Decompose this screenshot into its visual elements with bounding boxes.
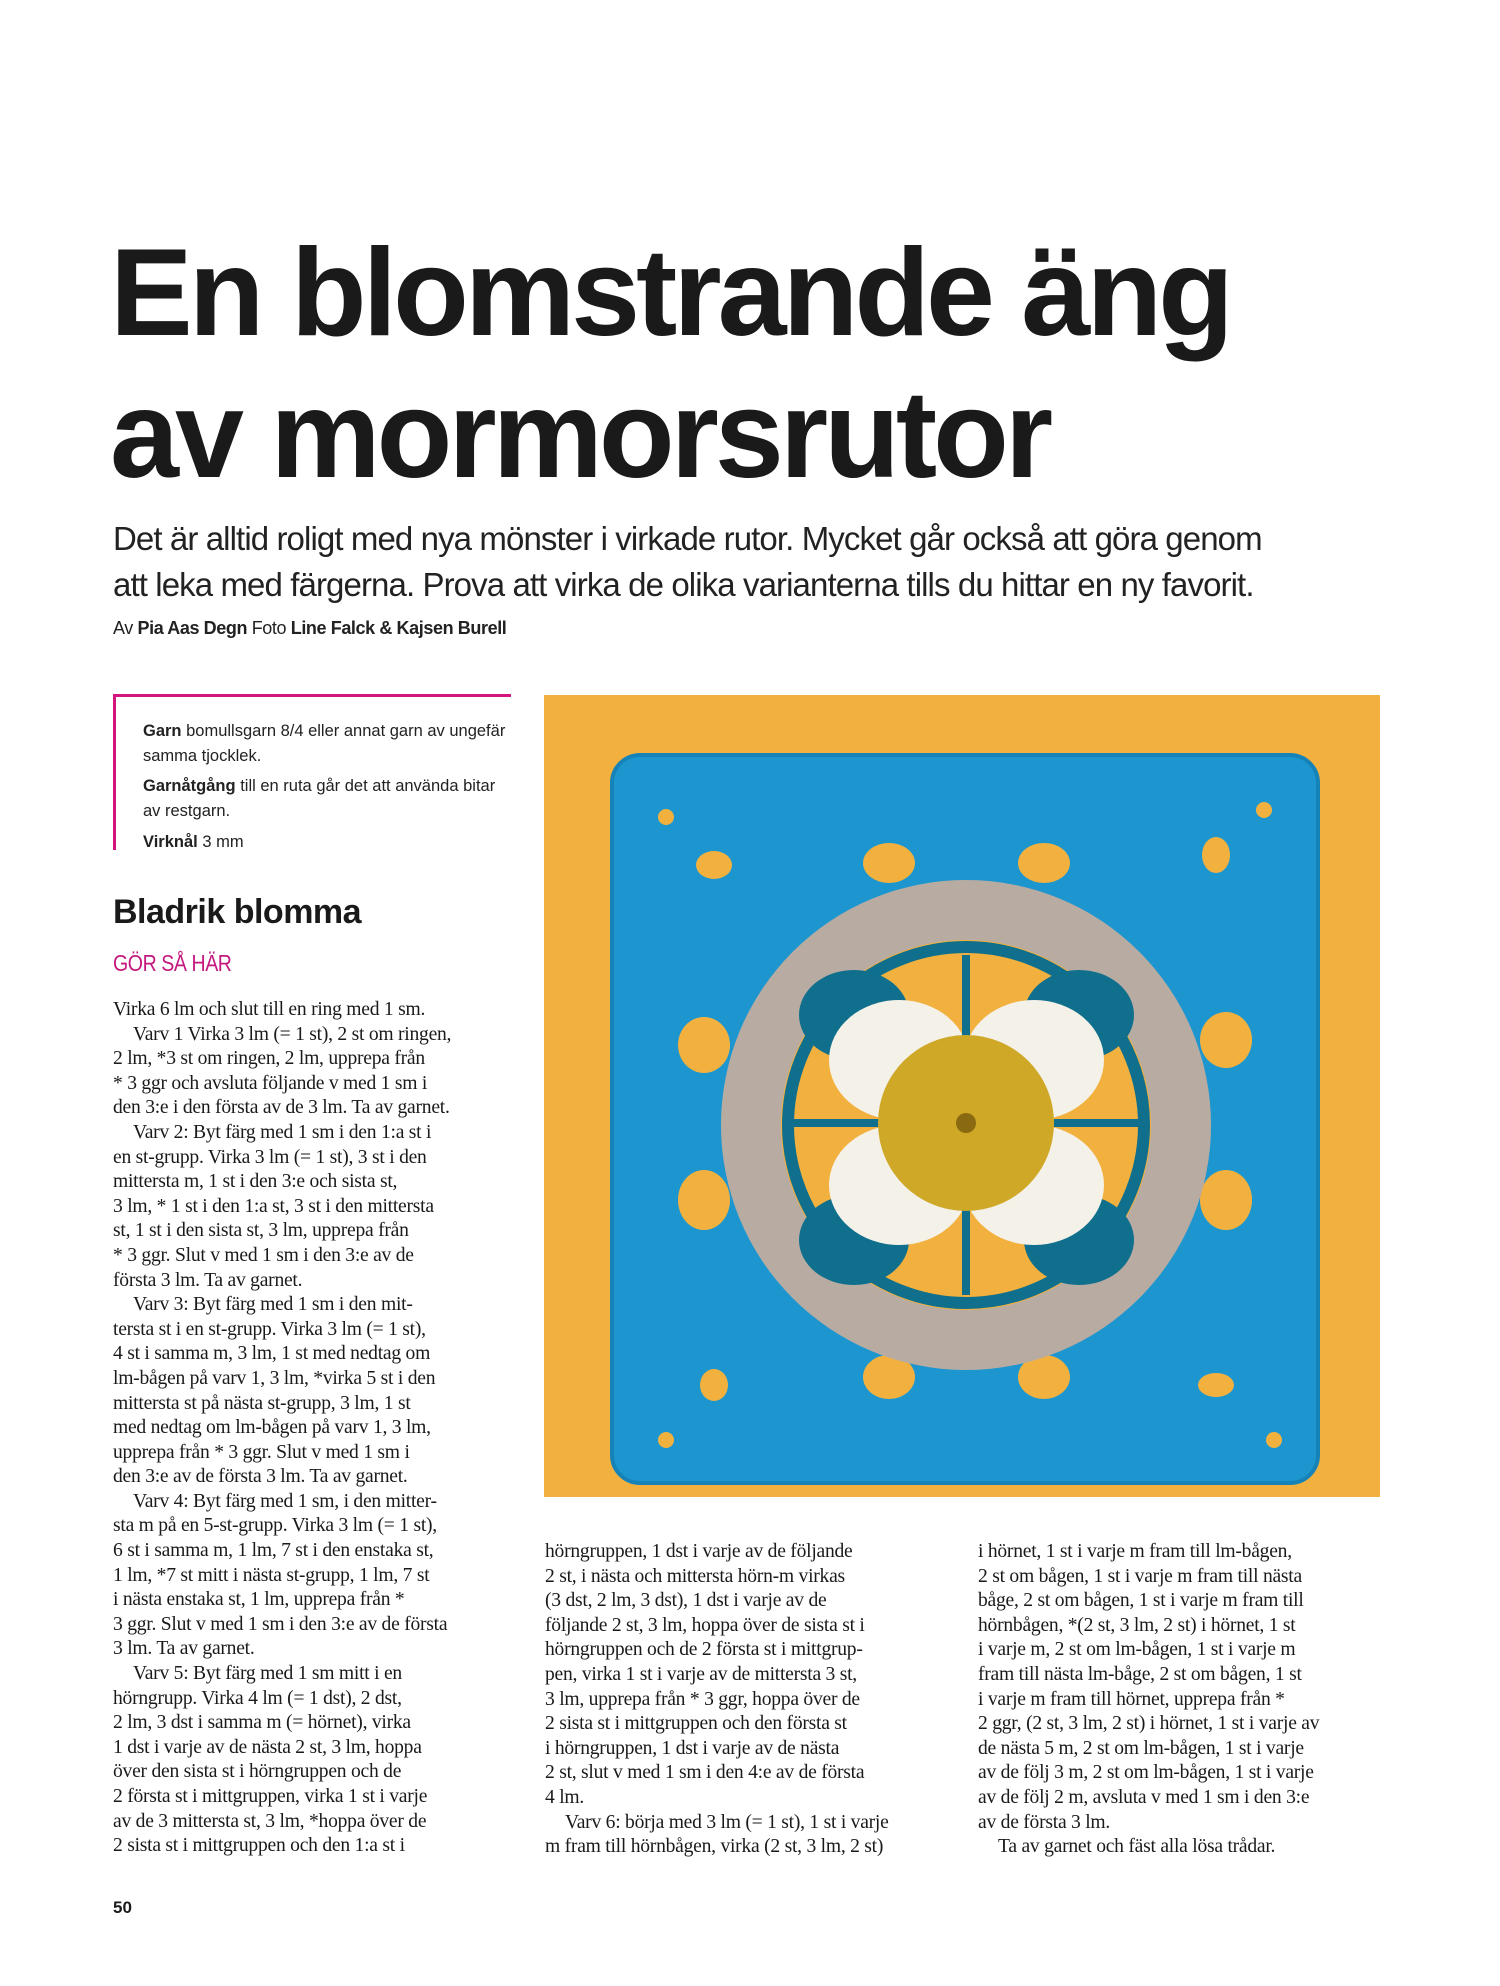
pattern-text-line: hörnbågen, *(2 st, 3 lm, 2 st) i hörnet, 1 st (978, 1614, 1296, 1636)
pattern-text-line: m fram till hörnbågen, virka (2 st, 3 lm, 2 st) (545, 1836, 884, 1858)
center-hole (956, 1113, 976, 1133)
pattern-text-line: hörngruppen, 1 dst i varje av de följande (545, 1541, 853, 1562)
pattern-text-line: 2 lm, 3 dst i samma m (= hörnet), virka (113, 1712, 411, 1734)
pattern-text-line: av de följ 2 m, avsluta v med 1 sm i den 3:e (978, 1786, 1310, 1808)
pattern-text-line: första 3 lm. Ta av garnet. (113, 1269, 303, 1291)
usage-text: till en ruta går det att använda bitar av restgarn. (143, 777, 496, 820)
pattern-text-line: 1 lm, *7 st mitt i nästa st-grupp, 1 lm, 7 st (113, 1564, 430, 1586)
pattern-heading: Bladrik blomma (113, 893, 362, 931)
yarn-text: bomullsgarn 8/4 eller annat garn av ungefär samma tjocklek. (143, 722, 506, 765)
lead-line-2: att leka med färgerna. Prova att virka de olika varianterna tills du hittar en ny favorit. (113, 566, 1254, 603)
pattern-text-line: av de följ 3 m, 2 st om lm-bågen, 1 st i varje (978, 1762, 1314, 1784)
hook-label: Virknål (143, 833, 198, 851)
byline-photographers: Line Falck & Kajsen Burell (290, 618, 507, 638)
pattern-text-line: hörngrupp. Virka 4 lm (= 1 dst), 2 dst, (113, 1687, 402, 1709)
pattern-text-line: 3 ggr. Slut v med 1 sm i den 3:e av de första (113, 1613, 448, 1635)
title-line-2: av mormorsrutor (110, 366, 1050, 504)
pattern-text-line: av de första 3 lm. (978, 1811, 1111, 1833)
yarn-label: Garn (143, 722, 182, 740)
pattern-text-line: den 3:e av de första 3 lm. Ta av garnet. (113, 1466, 408, 1488)
pattern-text-line: 2 ggr, (2 st, 3 lm, 2 st) i hörnet, 1 st i varje av (978, 1713, 1320, 1735)
page-number: 50 (113, 1898, 132, 1917)
pattern-text-line: pen, virka 1 st i varje av de mittersta 3 st, (545, 1663, 857, 1685)
pattern-text-line: med nedtag om lm-bågen på varv 1, 3 lm, (113, 1417, 431, 1439)
pattern-text-line: 2 st, slut v med 1 sm i den 4:e av de första (545, 1762, 865, 1784)
materials-hook (143, 830, 513, 855)
byline-author: Pia Aas Degn (137, 618, 248, 638)
byline-by-label: Av (113, 618, 133, 638)
pattern-text-line: 3 lm, * 1 st i den 1:a st, 3 st i den mittersta (113, 1195, 434, 1217)
pattern-text-line: en st-grupp. Virka 3 lm (= 1 st), 3 st i den (113, 1146, 427, 1168)
pattern-text-line: Varv 6: börja med 3 lm (= 1 st), 1 st i varje (565, 1811, 889, 1833)
pattern-text-line: sta m på en 5-st-grupp. Virka 3 lm (= 1 st), (113, 1515, 437, 1537)
pattern-text-line: 2 sista st i mittgruppen och den 1:a st i (113, 1835, 405, 1857)
pattern-text-line: Varv 4: Byt färg med 1 sm, i den mitter- (133, 1490, 437, 1512)
pattern-text-line: i nästa enstaka st, 1 lm, upprepa från * (113, 1589, 405, 1611)
pattern-text-line: mittersta m, 1 st i den 3:e och sista st, (113, 1171, 398, 1193)
materials-usage (143, 774, 513, 824)
pattern-text-line: Varv 2: Byt färg med 1 sm i den 1:a st i (133, 1121, 432, 1143)
granny-square-photo (544, 695, 1380, 1497)
pattern-text-line: 2 första st i mittgruppen, virka 1 st i varje (113, 1786, 428, 1807)
pattern-text-line: 3 lm. Ta av garnet. (113, 1638, 255, 1660)
byline-photo-label: Foto (251, 618, 287, 638)
pattern-text-line: båge, 2 st om bågen, 1 st i varje m fram till (978, 1590, 1304, 1612)
byline (113, 618, 506, 639)
lead-line-1: Det är alltid roligt med nya mönster i virkade rutor. Mycket går också att göra genom (113, 520, 1262, 557)
pattern-text-line: i varje m, 2 st om lm-bågen, 1 st i varje m (978, 1639, 1296, 1661)
pattern-text-line: mittersta st på nästa st-grupp, 3 lm, 1 st (113, 1392, 411, 1414)
pattern-text-line: (3 dst, 2 lm, 3 dst), 1 dst i varje av de (545, 1590, 827, 1612)
pattern-text-line: 4 lm. (545, 1786, 585, 1808)
pattern-text-line: över den sista st i hörngruppen och de (113, 1761, 402, 1783)
pattern-text-line: Ta av garnet och fäst alla lösa trådar. (998, 1836, 1276, 1858)
hook-text: 3 mm (202, 833, 244, 851)
pattern-text-line: i varje m fram till hörnet, upprepa från * (978, 1688, 1285, 1710)
pattern-text-line: den 3:e i den första av de 3 lm. Ta av garnet. (113, 1097, 450, 1119)
pattern-text-line: upprepa från * 3 ggr. Slut v med 1 sm i (113, 1441, 410, 1463)
pattern-column-3 (978, 1540, 1319, 1860)
pattern-text-line: 4 st i samma m, 3 lm, 1 st med nedtag om (113, 1343, 431, 1365)
pattern-text-line: hörngruppen och de 2 första st i mittgrup- (545, 1639, 863, 1661)
pattern-text-line: Virka 6 lm och slut till en ring med 1 sm. (113, 999, 426, 1020)
pattern-text-line: lm-bågen på varv 1, 3 lm, *virka 5 st i den (113, 1367, 436, 1389)
pattern-text-line: följande 2 st, 3 lm, hoppa över de sista st i (545, 1614, 865, 1636)
pattern-text-line: i hörngruppen, 1 dst i varje av de nästa (545, 1737, 840, 1759)
pattern-text-line: st, 1 st i den sista st, 3 lm, upprepa från (113, 1220, 409, 1242)
pattern-text-line: 3 lm, upprepa från * 3 ggr, hoppa över de (545, 1688, 860, 1710)
pattern-text-line: 2 st om bågen, 1 st i varje m fram till nästa (978, 1565, 1302, 1587)
pattern-text-line: Varv 1 Virka 3 lm (= 1 st), 2 st om ringen, (133, 1023, 452, 1045)
pattern-text-line: fram till nästa lm-båge, 2 st om bågen, 1 st (978, 1663, 1302, 1685)
title-line-1: En blomstrande äng (110, 224, 1230, 362)
pattern-text-line: tersta st i en st-grupp. Virka 3 lm (= 1 st), (113, 1318, 426, 1340)
materials-yarn (143, 719, 513, 769)
article-title (110, 222, 1230, 506)
pattern-text-line: i hörnet, 1 st i varje m fram till lm-bågen, (978, 1541, 1292, 1562)
pattern-column-1 (113, 998, 451, 1859)
pattern-kicker: GÖR SÅ HÄR (113, 950, 232, 976)
pattern-text-line: Varv 5: Byt färg med 1 sm mitt i en (133, 1663, 402, 1685)
usage-label: Garnåtgång (143, 777, 236, 795)
pattern-text-line: 6 st i samma m, 1 lm, 7 st i den enstaka st, (113, 1540, 434, 1562)
pattern-column-2 (545, 1540, 889, 1860)
pattern-text-line: 2 sista st i mittgruppen och den första st (545, 1713, 847, 1735)
pattern-text-line: * 3 ggr. Slut v med 1 sm i den 3:e av de (113, 1244, 414, 1266)
pattern-text-line: * 3 ggr och avsluta följande v med 1 sm i (113, 1072, 428, 1094)
pattern-text-line: 1 dst i varje av de nästa 2 st, 3 lm, hoppa (113, 1736, 422, 1758)
materials-box (113, 694, 511, 850)
pattern-text-line: de nästa 5 m, 2 st om lm-bågen, 1 st i varje (978, 1737, 1304, 1759)
article-lead (113, 516, 1262, 608)
pattern-text-line: 2 lm, *3 st om ringen, 2 lm, upprepa från (113, 1048, 425, 1070)
pattern-text-line: 2 st, i nästa och mittersta hörn-m virkas (545, 1565, 845, 1587)
pattern-text-line: Varv 3: Byt färg med 1 sm i den mit- (133, 1294, 413, 1316)
pattern-text-line: av de 3 mittersta st, 3 lm, *hoppa över de (113, 1810, 427, 1832)
